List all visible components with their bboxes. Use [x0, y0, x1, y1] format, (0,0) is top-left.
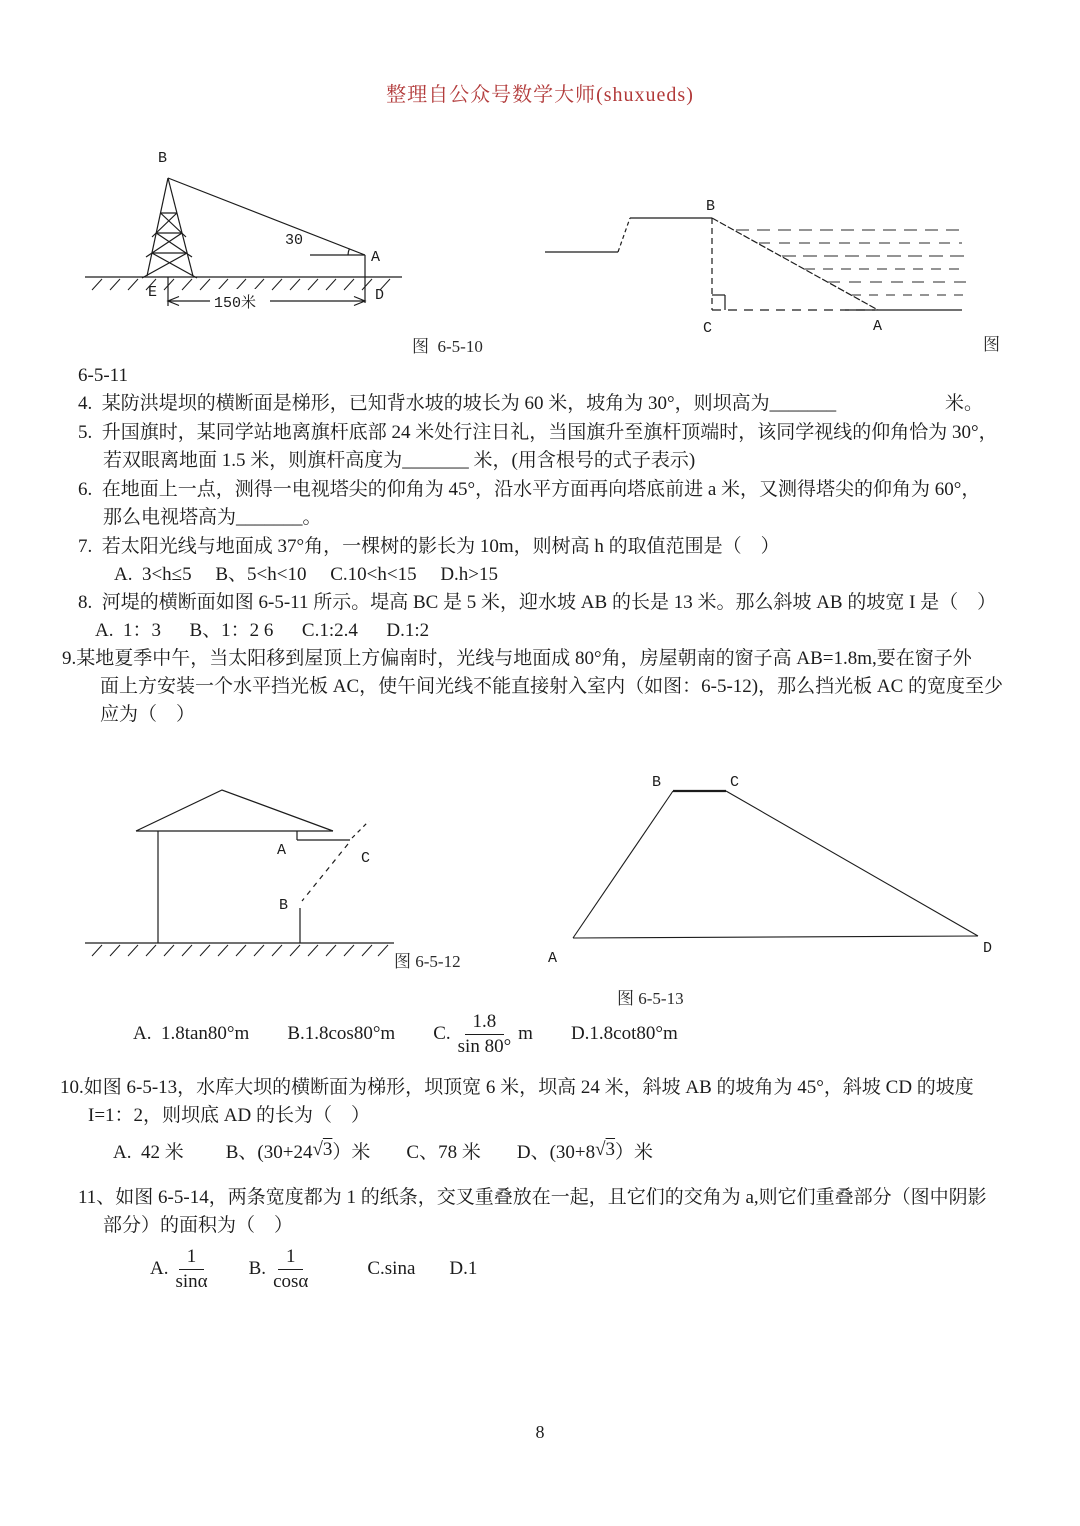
fig13-caption: 图 6-5-13: [617, 989, 684, 1008]
question-6-line2: 那么电视塔高为_______。: [103, 507, 322, 528]
question-10-line2: I=1：2，则坝底 AD 的长为（ ）: [88, 1105, 370, 1126]
fig10-label-D: D: [375, 287, 385, 304]
question-11-line1: 11、如图 6-5-14，两条宽度都为 1 的纸条，交叉重叠放在一起，且它们的交角为 a,则它们重叠部分（图中阴影: [78, 1187, 987, 1208]
question-9-line2: 面上方安装一个水平挡光板 AC，使午间光线不能直接射入室内（如图：6-5-12)，那么挡光板 AC 的宽度至少: [100, 676, 1004, 697]
fig10-angle-label: 30: [285, 232, 304, 249]
question-10-options: [113, 1132, 653, 1168]
fig12-label-A: A: [277, 842, 287, 859]
q11-option-a-fraction: [171, 1246, 211, 1293]
fig13-label-D: D: [983, 940, 993, 957]
q11-b-numerator: 1: [278, 1246, 304, 1270]
fig11-label-A: A: [873, 318, 883, 335]
figure-6-5-10-tower-diagram: [80, 138, 420, 323]
q10-option-c: C、78 米: [406, 1141, 481, 1163]
q11-option-b-label: B.: [248, 1258, 267, 1279]
q10-option-b-post: ）米: [332, 1141, 371, 1163]
fig13-label-C: C: [730, 774, 740, 791]
page-number: 8: [535, 1422, 545, 1442]
question-5-line1: 5. 升国旗时，某同学站地离旗杆底部 24 米处行注日礼，当国旗升至旗杆顶端时，该同学视线的仰角恰为 30°，: [78, 422, 998, 443]
q9-option-b: B.1.8cos80°m: [287, 1023, 396, 1044]
figure-6-5-13-trapezoid-diagram: [540, 770, 1000, 970]
fig13-label-A: A: [548, 950, 558, 967]
question-4-unit: 米。: [945, 393, 984, 414]
page-header: 整理自公众号数学大师(shuxueds): [386, 84, 694, 106]
fig13-label-B: B: [652, 774, 662, 791]
q9-option-c-prefix: C.: [433, 1023, 451, 1044]
question-10-line1: 10.如图 6-5-13，水库大坝的横断面为梯形，坝顶宽 6 米，坝高 24 米，斜坡 AB 的坡角为 45°，斜坡 CD 的坡度: [60, 1077, 974, 1098]
q11-b-denominator: cosα: [273, 1270, 309, 1292]
fig12-caption: 图 6-5-12: [394, 952, 461, 971]
q11-option-a-label: A.: [150, 1258, 169, 1279]
fig12-label-C: C: [361, 850, 371, 867]
fig11-caption-part1: 图: [983, 335, 1000, 354]
q9-option-a: A. 1.8tan80°m: [133, 1023, 250, 1044]
q10-option-d-pre: D、(30+8: [516, 1141, 596, 1163]
question-5-line2: 若双眼离地面 1.5 米，则旗杆高度为_______ 米，(用含根号的式子表示): [103, 450, 696, 471]
question-11-options: [150, 1236, 477, 1302]
question-8-options: A. 1：3 B、1：2 6 C.1:2.4 D.1:2: [95, 620, 430, 641]
q11-a-denominator: sinα: [175, 1270, 208, 1292]
q9-option-c-suffix: m: [518, 1023, 533, 1044]
figure-6-5-12-house-diagram: [80, 780, 410, 970]
q11-a-numerator: 1: [179, 1246, 205, 1270]
q9-option-c-fraction: [454, 1011, 516, 1058]
q10-option-d-radical: √3: [595, 1139, 616, 1160]
question-6-line1: 6. 在地面上一点，测得一电视塔尖的仰角为 45°，沿水平方面再向塔底前进 a 米，又测得塔尖的仰角为 60°，: [78, 479, 981, 500]
q9-option-d: D.1.8cot80°m: [570, 1023, 678, 1044]
fig11-label-C: C: [703, 320, 713, 337]
fig11-label-B: B: [706, 198, 716, 215]
fig10-caption: 图 6-5-10: [412, 337, 483, 356]
q10-option-b-pre: B、(30+24: [225, 1141, 313, 1163]
question-9-line1: 9.某地夏季中午，当太阳移到屋顶上方偏南时，光线与地面成 80°角，房屋朝南的窗子高 AB=1.8m,要在窗子外: [62, 648, 972, 669]
fig10-dimension-label: 150米: [214, 295, 257, 312]
question-7-line1: 7. 若太阳光线与地面成 37°角，一棵树的影长为 10m，则树高 h 的取值范围是（ ）: [78, 536, 780, 557]
q11-option-d: D.1: [449, 1258, 478, 1279]
q10-option-a: A. 42 米: [113, 1141, 184, 1163]
question-9-line3: 应为（ ）: [100, 704, 196, 725]
fig10-label-B: B: [158, 150, 168, 167]
fig10-label-A: A: [371, 249, 381, 266]
q9-fraction-numerator: 1.8: [465, 1011, 505, 1035]
q11-option-c: C.sina: [367, 1258, 416, 1279]
q10-option-b-radical: √3: [312, 1139, 333, 1160]
fig10-label-E: E: [148, 284, 158, 301]
question-11-line2: 部分）的面积为（ ）: [103, 1215, 294, 1236]
q10-option-d-post: ）米: [615, 1141, 654, 1163]
question-8-line1: 8. 河堤的横断面如图 6-5-11 所示。堤高 BC 是 5 米，迎水坡 AB 的长是 13 米。那么斜坡 AB 的坡宽 I 是（ ）: [78, 592, 997, 613]
q9-fraction-denominator: sin 80°: [457, 1035, 512, 1057]
fig11-caption-part2: 6-5-11: [78, 365, 128, 386]
fig12-label-B: B: [279, 897, 289, 914]
question-7-options: A. 3<h≤5 B、5<h<10 C.10<h<15 D.h>15: [114, 564, 499, 585]
question-9-options: [133, 1003, 678, 1065]
q11-option-b-fraction: [269, 1246, 312, 1293]
question-4-line1: 4. 某防洪堤坝的横断面是梯形，已知背水坡的坡长为 60 米，坡角为 30°，则坝高为_______: [78, 393, 837, 414]
